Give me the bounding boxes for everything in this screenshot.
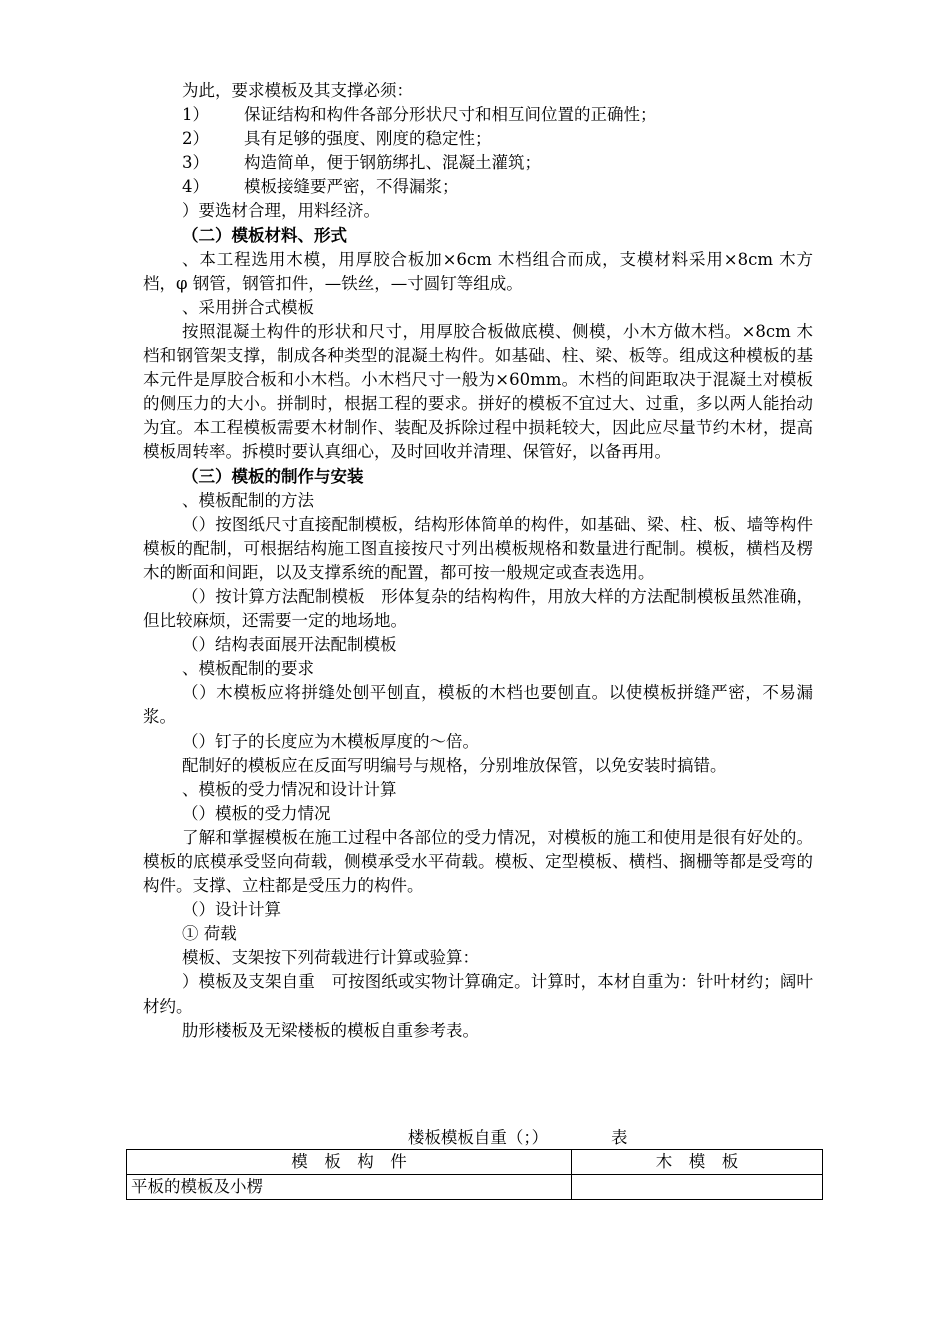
requirement-item [143, 103, 813, 127]
requirement-number: 3） [182, 153, 209, 173]
requirement-number: 4） [182, 177, 209, 197]
table-header-row [127, 1150, 823, 1175]
paragraph: 、采用拼合式模板 [182, 297, 314, 317]
section-heading-fabrication: （三）模板的制作与安装 [182, 466, 364, 486]
table-header-cell: 木 模 板 [572, 1150, 823, 1175]
paragraph: 了解和掌握模板在施工过程中各部位的受力情况，对模板的施工和使用是很有好处的。模板的底模承受竖向荷载，侧模承受水平荷载。模板、定型模板、横档、搁栅等都是受弯的构件。支撑、立柱都是受压力的构件。 [143, 827, 813, 896]
requirement-text: 具有足够的强度、刚度的稳定性； [244, 129, 492, 149]
table-cell: 平板的模板及小楞 [127, 1175, 572, 1200]
paragraph: 、本工程选用木模，用厚胶合板加×6cm 木档组合而成，支模材料采用×8cm 木方档，φ 钢管，钢管扣件，—铁丝，—寸圆钉等组成。 [143, 249, 813, 293]
requirement-item-5: ）要选材合理，用料经济。 [182, 201, 380, 221]
paragraph: ）模板及支架自重 可按图纸或实物计算确定。计算时，本材自重为：针叶材约；阔叶材约。 [143, 972, 813, 1016]
paragraph: ① 荷载 [182, 924, 237, 944]
requirement-item [143, 151, 813, 175]
paragraph: 按照混凝土构件的形状和尺寸，用厚胶合板做底模、侧模，小木方做木档。×8cm 木档和钢管架支撑，制成各种类型的混凝土构件。如基础、柱、梁、板等。组成这种模板的基本元件是厚胶合板和小木档。小木档尺寸一般为×60mm。木档的间距取决于混凝土对模板的侧压力的大小。拼制时，根据工程的要求。拼好的模板不宜过大、过重，多以两人能抬动为宜。本工程模板需要木材制作、装配及拆除过程中损耗较大，因此应尽量节约木材，提高模板周转率。拆模时要认真细心，及时回收并清理、保管好，以备再用。 [143, 321, 813, 462]
requirement-text: 模板接缝要严密，不得漏浆； [244, 177, 459, 197]
formwork-weight-table [126, 1149, 823, 1200]
requirement-text: 保证结构和构件各部分形状尺寸和相互间位置的正确性； [244, 105, 657, 125]
paragraph: （）模板的受力情况 [182, 803, 331, 823]
paragraph: 、模板配制的要求 [182, 659, 314, 679]
paragraph: （）设计计算 [182, 900, 281, 920]
table-caption-suffix: 表 [611, 1128, 628, 1147]
requirement-number: 1） [182, 105, 209, 125]
paragraph: 配制好的模板应在反面写明编号与规格，分别堆放保管，以免安装时搞错。 [182, 755, 727, 775]
table-caption [143, 1126, 813, 1150]
intro-paragraph: 为此，要求模板及其支撑必须： [182, 81, 413, 100]
requirement-text: 构造简单，便于钢筋绑扎、混凝土灌筑； [244, 153, 541, 173]
requirement-item [143, 127, 813, 151]
paragraph: （）按计算方法配制模板 形体复杂的结构构件，用放大样的方法配制模板虽然准确，但比较麻烦，还需要一定的地场地。 [143, 586, 813, 631]
requirement-item [143, 175, 813, 199]
paragraph: 肋形楼板及无梁楼板的模板自重参考表。 [182, 1020, 479, 1040]
table-row [127, 1175, 823, 1200]
table-cell [572, 1175, 823, 1200]
document-body [143, 79, 813, 1043]
requirement-number: 2） [182, 129, 209, 149]
paragraph: 、模板的受力情况和设计计算 [182, 779, 397, 799]
section-heading-materials: （二）模板材料、形式 [182, 225, 347, 245]
paragraph: （）按图纸尺寸直接配制模板，结构形体简单的构件，如基础、梁、柱、板、墙等构件模板的配制，可根据结构施工图直接按尺寸列出模板规格和数量进行配制。模板，横档及楞木的断面和间距，以及支撑系统的配置，都可按一般规定或查表选用。 [143, 514, 813, 582]
paragraph: （）钉子的长度应为木模板厚度的～倍。 [182, 731, 479, 751]
table-caption-text: 楼板模板自重（；） [407, 1128, 549, 1147]
paragraph: （）木模板应将拼缝处刨平刨直，模板的木档也要刨直。以使模板拼缝严密，不易漏浆。 [143, 683, 813, 727]
paragraph: 模板、支架按下列荷载进行计算或验算： [182, 948, 479, 968]
paragraph: 、模板配制的方法 [182, 490, 314, 510]
table-header-cell: 模 板 构 件 [127, 1150, 572, 1175]
paragraph: （）结构表面展开法配制模板 [182, 635, 397, 655]
